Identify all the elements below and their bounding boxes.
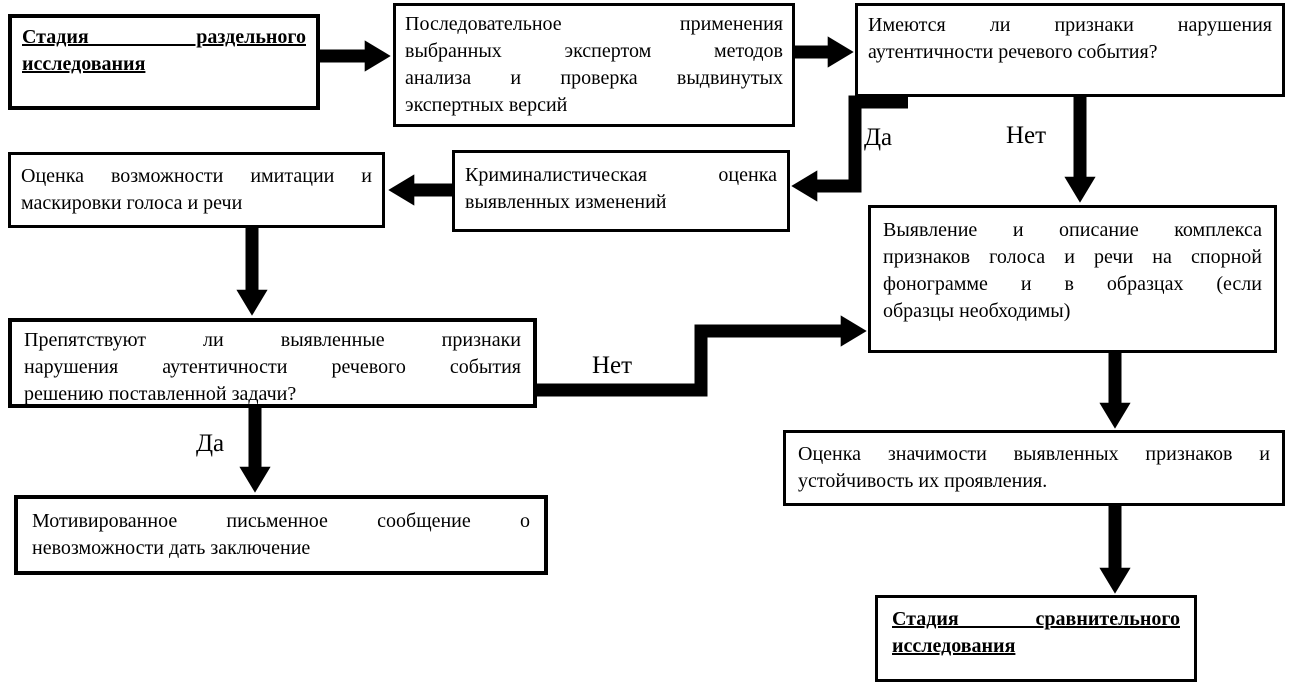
box-separate-research-stage: Стадия раздельного исследования (8, 14, 320, 110)
box-comparative-research-stage: Стадия сравнительного исследования (875, 595, 1197, 682)
box-forensic-evaluation: Криминалистическая оценка выявленных изменений (452, 150, 790, 232)
arrow-hindrance-no-to-feature-detection (537, 331, 842, 390)
box-feature-detection: Выявление и описание комплекса признаков голоса и речи на спорной фонограмме и в образцах (если образцы необходимы) (868, 205, 1277, 353)
edge-label-authenticity-yes: Да (864, 124, 893, 151)
box-written-report: Мотивированное письменное сообщение о невозможности дать заключение (14, 495, 548, 575)
arrow-authenticity-yes-to-forensic-eval (816, 102, 908, 186)
edge-label-hindrance-no: Нет (592, 352, 633, 379)
box-sequential-methods-application: Последовательное применения выбранных экспертом методов анализа и проверка выдвинутых экспертных версий (393, 3, 795, 127)
box-significance-evaluation: Оценка значимости выявленных признаков и устойчивость их проявления. (783, 430, 1285, 506)
box-authenticity-question: Имеются ли признаки нарушения аутентичности речевого события? (855, 3, 1285, 97)
box-hindrance-question: Препятствуют ли выявленные признаки нарушения аутентичности речевого события решению поставленной задачи? (8, 318, 537, 408)
edge-label-authenticity-no: Нет (1006, 122, 1047, 149)
edge-label-hindrance-yes: Да (196, 430, 225, 457)
box-imitation-masking-assessment: Оценка возможности имитации и маскировки голоса и речи (8, 152, 385, 228)
